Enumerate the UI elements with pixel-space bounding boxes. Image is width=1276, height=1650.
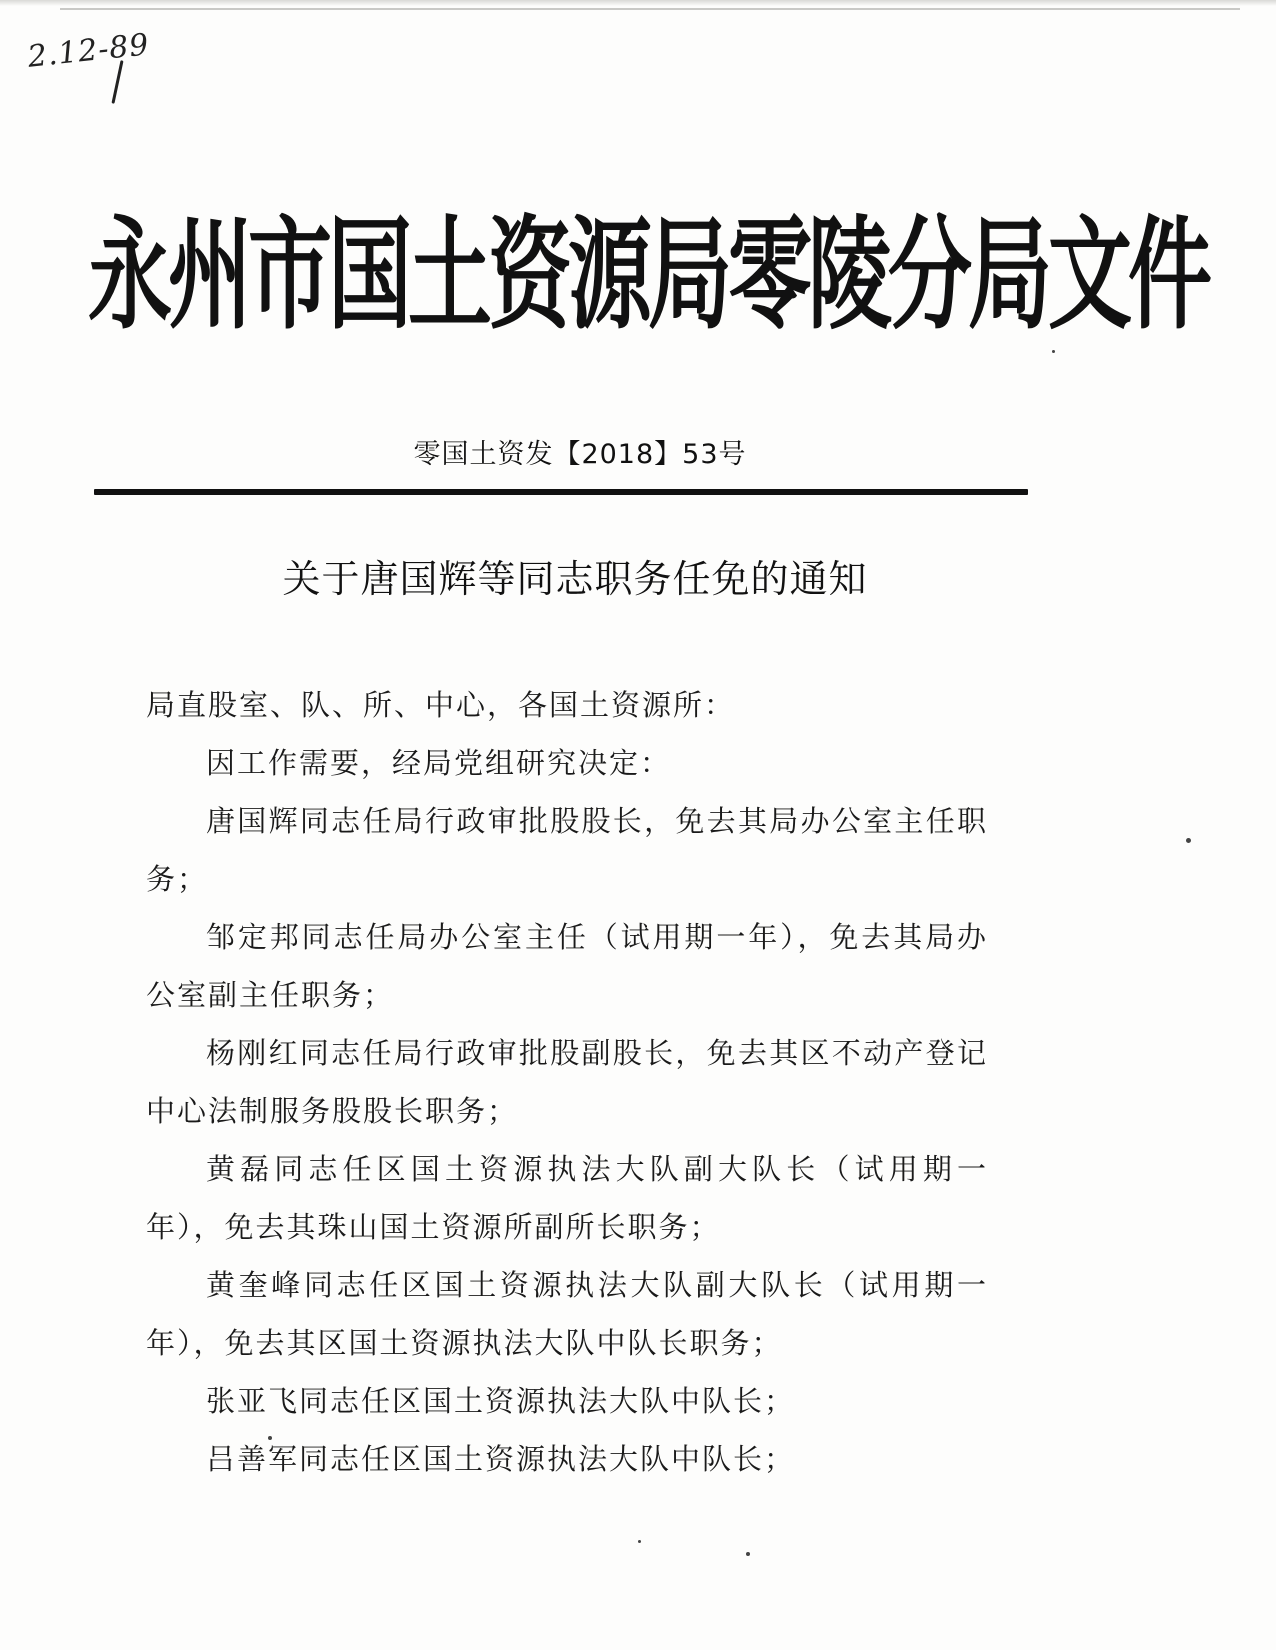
body-paragraph: 唐国辉同志任局行政审批股股长，免去其局办公室主任职务； <box>146 804 988 896</box>
notice-body <box>146 676 988 1488</box>
scan-edge <box>0 0 1276 6</box>
notice-title: 关于唐国辉等同志职务任免的通知 <box>282 557 868 601</box>
body-paragraph: 邹定邦同志任局办公室主任（试用期一年），免去其局办公室副主任职务； <box>146 920 988 1012</box>
body-paragraph: 黄磊同志任区国土资源执法大队副大队长（试用期一年），免去其珠山国土资源所副所长职务； <box>146 1152 988 1244</box>
body-paragraph: 黄奎峰同志任区国土资源执法大队副大队长（试用期一年），免去其区国土资源执法大队中队长职务； <box>146 1268 988 1360</box>
body-paragraph: 杨刚红同志任局行政审批股副股长，免去其区不动产登记中心法制服务股股长职务； <box>146 1036 988 1128</box>
scan-speck <box>268 1436 272 1440</box>
body-paragraph: 吕善军同志任区国土资源执法大队中队长； <box>206 1442 796 1476</box>
masthead-title: 永州市国土资源局零陵分局文件 <box>88 203 1209 347</box>
body-paragraph: 张亚飞同志任区国土资源执法大队中队长； <box>206 1384 796 1418</box>
salutation: 局直股室、队、所、中心，各国土资源所： <box>146 688 736 722</box>
header-divider <box>94 489 1028 495</box>
scan-top-line <box>60 8 1240 10</box>
scan-speck <box>746 1552 750 1556</box>
body-paragraph: 因工作需要，经局党组研究决定： <box>206 746 672 780</box>
handwritten-note: 2.12-89 <box>26 27 152 75</box>
handwritten-stroke <box>111 60 123 104</box>
scan-speck <box>638 1540 641 1543</box>
scan-speck <box>1186 838 1191 843</box>
document-number: 零国土资发【2018】53号 <box>413 439 747 470</box>
scan-speck <box>1052 350 1055 353</box>
